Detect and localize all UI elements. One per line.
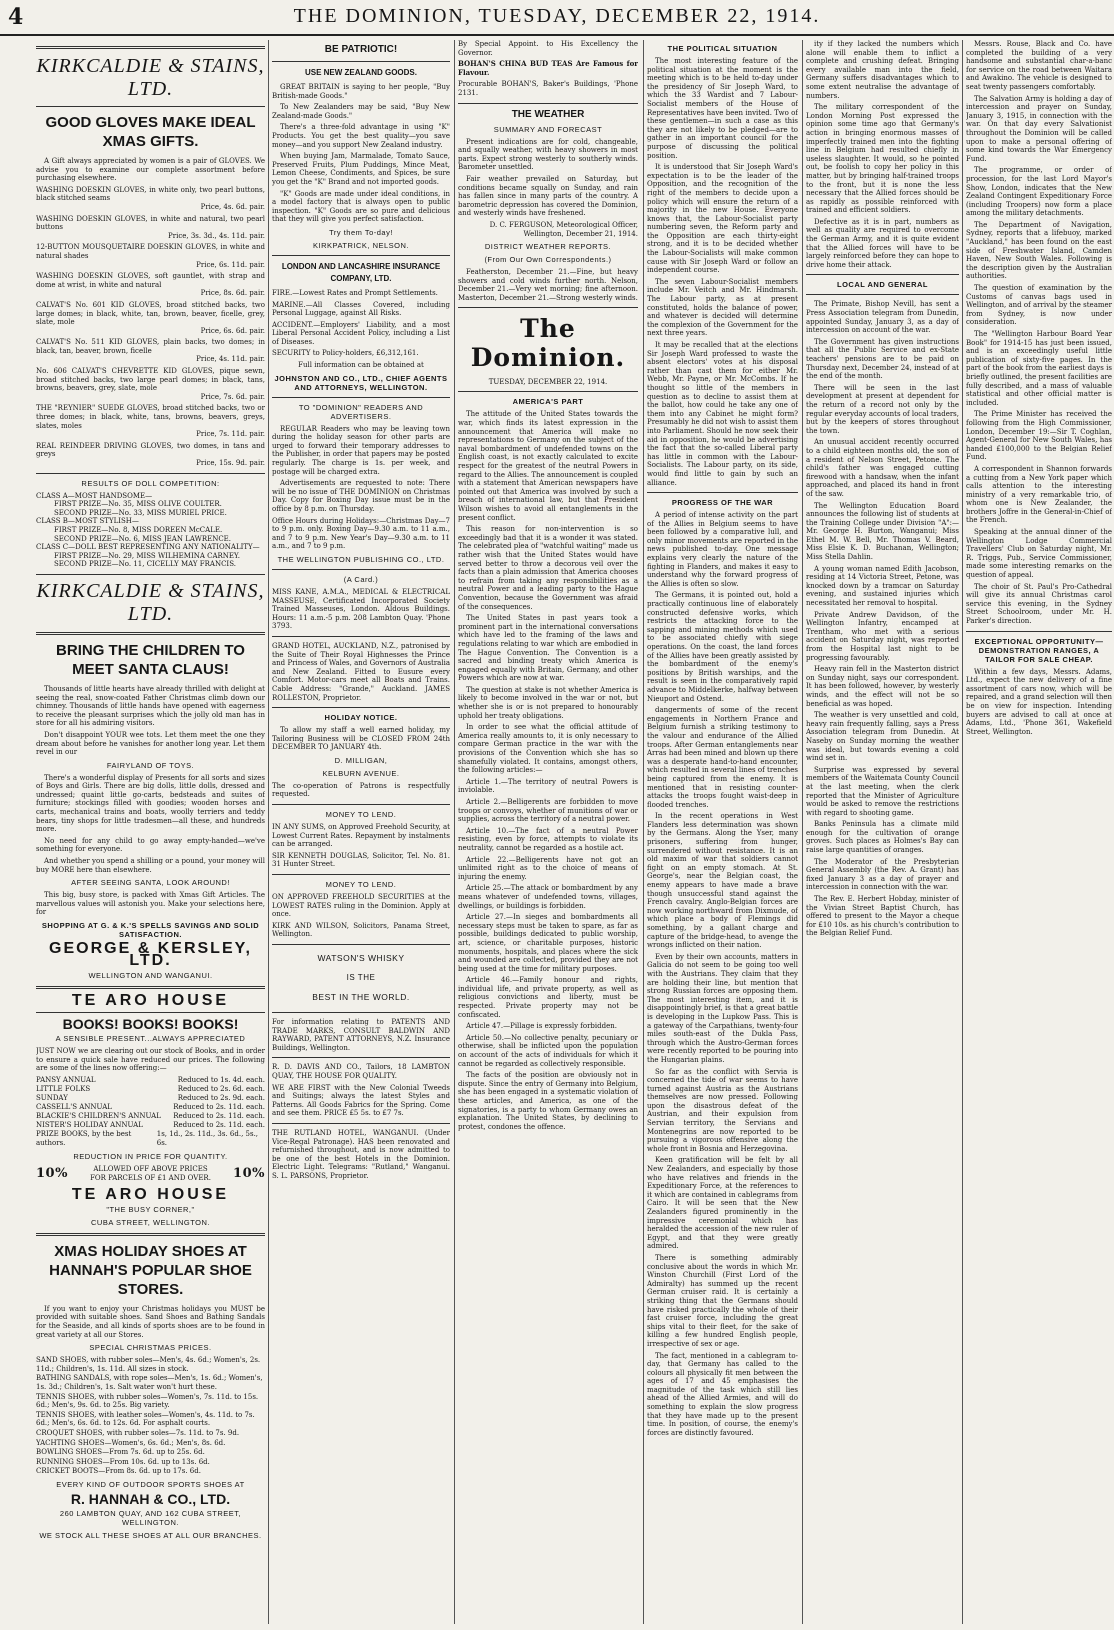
column-2 (272, 40, 450, 1624)
progress-article (647, 511, 798, 703)
patriotic-paragraph: When buying Jam, Marmalade, Tomato Sauce, Preserved Fruits, Plum Puddings, Mince Meat, Lemon Cheese, Condiments, and Spices, be sure you get the "K" Brand and not imported goods. (272, 152, 450, 186)
douglas-solicitor: SIR KENNETH DOUGLAS, Solicitor, Tel. No. 81. 31 Hunter Street. (272, 851, 450, 869)
local-paragraph: The Rev. E. Herbert Hobday, minister of the Vivian Street Baptist Church, has offered to present to the Mayor a cheque for £10 10s. as his church's contribution to the Belgian Relief Fund. (806, 895, 959, 938)
local-paragraph: There will be seen in the last development at present at dependent for the return of a record not only by the regular everyday accounts of local traders, but by the keepers of stores throughout the town. (806, 383, 959, 435)
local-paragraph: The Government has given instructions that all the Public Service and ex-State teachers' pensions are to be paid on Thursday next, December 24, instead of at the end of the month. (806, 337, 959, 381)
america-paragraph: Article 22.—Belligerents have not got an unlimited right as to the choice of means of injuring the enemy. (458, 855, 638, 881)
card-label: (A Card.) (343, 574, 379, 584)
war-paragraph: So far as the conflict with Servia is concerned the tide of war seems to have turned against Austria as the Austrians themselves are now pressed. Following upon the disastrous defeat of the Austrian, and their expulsion from Servian territory, the Servians and Montenegrins are now reported to be pursuing a vigorous offensive along the whole front in Bosnia and Herzegovina. (647, 1067, 798, 1153)
george-kersley-sub: WELLINGTON AND WANGANUI. (88, 971, 213, 980)
george-kersley-title: GEORGE & KERSLEY, LTD. (49, 940, 252, 969)
glove-price: Price, 6s. 11d. pair. (196, 260, 265, 269)
competition-line: CLASS B—MOST STYLISH— (36, 517, 139, 526)
fairyland-paragraph: No need for any child to go away empty-handed—we've something for everyone. (36, 836, 265, 854)
column-3 (458, 40, 638, 1624)
glove-item (36, 367, 265, 401)
america-paragraph: Article 47.—Pillage is expressly forbidden. (466, 1022, 617, 1031)
war-paragraph: In the recent operations in West Flanders less determination was shown by the Germans. Along the Yser, many prisoners, suffering from hunger, surrendered without resistance. It is an old maxim of war that soldiers cannot fight on an empty stomach. At St. George's, near the Belgian coast, the enemy appears to have made a brave though unsuccessful stand against the French cavalry. Anglo-Belgian forces are now working northward from Dixmude, of which place a body of Flemings did something, by a gallant charge and capture of the bridge-head, to avenge the wrongs inflicted on their nation. (647, 812, 798, 950)
insurance-item: SECURITY to Policy-holders, £6,312,161. (272, 349, 419, 358)
column-rule (454, 40, 455, 1624)
competition-list (36, 492, 265, 569)
local-paragraph: A young woman named Edith Jacobson, residing at 14 Victoria Street, Petone, was knocked down by a tramcar on Saturday evening, and sustained injuries which necessitated her removal to hospital. (806, 564, 959, 608)
glove-price: Price, 3s. 3d., 4s. 11d. pair. (168, 231, 265, 240)
insurance-list (272, 289, 450, 358)
book-list (36, 1076, 265, 1148)
davis-ad: WE ARE FIRST with the New Colonial Tweeds and Suitings; always the latest Styles and Patterns. All Goods Fabrics for the Spring. Come and see them. PRICE £5 5s. to £7 7s. (272, 1083, 450, 1118)
local-paragraph: The Wellington Education Board announces the following list of students at the Training College under Division "A":—Mr. George H. Burton, Wanganui; Miss Ethel M. W. Bell, Mr. Thomas V. Beard, Miss Elsie K. D. Buchanan, Wellington; Miss Stella Dahlin. (806, 501, 959, 562)
war-paragraph: Defective as it is in part, numbers as well as quality are required to overcome the German Army, and it is quite evident that the Allied forces will have to be largely reinforced before they can hope to drive home their attack. (806, 217, 959, 269)
glove-price: Price, 4s. 11d. pair. (196, 355, 265, 364)
shoe-line: BOWLING SHOES—From 7s. 6d. up to 25s. 6d. (36, 1448, 205, 1457)
competition-heading: RESULTS OF DOLL COMPETITION: (81, 478, 220, 488)
shopping-tagline: SHOPPING AT G. & K.'S SPELLS SAVINGS AND SOLID SATISFACTION. (41, 921, 260, 939)
war-paragraph: dangerments of some of the recent engagements in Northern France and Belgium furnish a striking testimony to the valour and endurance of the Allied troops. After German entanglements near Arras had been mined and blown up there was a desperate hand-to-hand encounter, which resulted in several lines of trenches being captured from the enemy. It is mentioned that in resisting counter-attacks the troops fought waist-deep in flooded trenches. (647, 706, 798, 809)
patriotic-heading: BE PATRIOTIC! (324, 44, 398, 55)
patents-ad: For information relating to PATENTS AND TRADE MARKS, CONSULT BALDWIN AND RAYWARD, PATENT ATTORNEYS, N.Z. Insurance Buildings, Wellington. (272, 1018, 450, 1052)
district-heading: DISTRICT WEATHER REPORTS. (484, 242, 612, 252)
local-paragraph: Heavy rain fell in the Masterton district on Sunday night, says our correspondent. It has been followed, however, by westerly winds, and the effect will not be so beneficial as was hoped. (806, 665, 959, 708)
glove-list (36, 186, 265, 468)
johnston-agents: JOHNSTON AND CO., LTD., CHIEF AGENTS AND ATTORNEYS, WELLINGTON. (274, 373, 448, 392)
book-price: 1s, 1d., 2s. 11d., 3s. 6d., 5s., 6s. (156, 1129, 259, 1147)
competition-line: CLASS A—MOST HANDSOME— (36, 491, 153, 500)
insurance-item: FIRE.—Lowest Rates and Prompt Settlements. (272, 288, 438, 297)
glove-price: Price, 7s. 6d. pair. (200, 392, 265, 401)
glove-price: Price, 6s. 6d. pair. (200, 326, 265, 335)
kirkpatrick: KIRKPATRICK, NELSON. (313, 240, 409, 250)
weather-paragraph: Present indications are for cold, changeable, and squally weather, with heavy showers in most parts. Expect strong westerly to southerly winds. Barometer unsettled. (458, 137, 638, 172)
war-continued-2 (806, 40, 959, 269)
weather-heading: THE WEATHER (511, 108, 585, 120)
shoes-headline: XMAS HOLIDAY SHOES AT HANNAH'S POPULAR SHOE STORES. (49, 1242, 252, 1298)
glove-price: Price, 15s. 9d. pair. (196, 459, 265, 467)
political-paragraph: It is understood that Sir Joseph Ward's expectation is to be the leader of the Opposition, and the recognition of the right of the members to decide upon a policy which will ensure the return of a majority in the new House. Everyone knows that, the Labour-Socialist party numbering seven, the Reform party and the Opposition are each thirty-eight strong, and it is to be decided whether the Labour-Socialists will make common cause with Sir Joseph Ward or follow an independent course. (647, 163, 798, 275)
watson-line: BEST IN THE WORLD. (312, 992, 410, 1002)
local-paragraph: The question of examination by the Customs of canvas bags used in Wellington, and of arrival by the steamer from Sydney, is now under consideration. (966, 284, 1112, 327)
discount-line: FOR PARCELS OF £1 AND OVER. (90, 1173, 211, 1182)
te-aro-title-2: TE ARO HOUSE (71, 1185, 230, 1203)
competition-line: CLASS C—DOLL BEST REPRESENTING ANY NATIONALITY— (36, 543, 260, 552)
fairyland-paragraph: And whether you spend a shilling or a pound, your money will buy MORE here than elsewhere. (36, 857, 265, 874)
insurance-heading: LONDON AND LANCASHIRE INSURANCE COMPANY, LTD. (281, 261, 441, 283)
book-row (36, 1130, 265, 1148)
discount-percent: 10% (36, 1166, 68, 1182)
patriotic-paragraph: To New Zealanders may be said, "Buy New Zealand-made Goods." (272, 103, 450, 120)
local-paragraph: The Salvation Army is holding a day of intercession and prayer on Sunday, January 3, 1915, in connection with the war. On that day every Salvationist throughout the Dominion will be called upon to make a personal offering of some kind towards the War Emergency Fund. (966, 94, 1112, 163)
after-santa-paragraph: This big, busy store, is packed with Xmas Gift Articles. The marvellous values will astonish you. Make your selections here, for (36, 891, 265, 917)
america-heading: AMERICA'S PART (512, 397, 584, 407)
local-paragraph: Banks Peninsula has a climate mild enough for the cultivation of orange groves. Such places as Holmes's Bay can raise large quantities of oranges. (806, 820, 959, 855)
column-4 (647, 40, 798, 1624)
shoes-paragraph: If you want to enjoy your Christmas holidays you MUST be provided with suitable shoes. Sand Shoes and Bathing Sandals for the Seaside, and all kinds of sports shoes are to be found in great variety at all our Stores. (36, 1304, 265, 1339)
hannah-footer: WE STOCK ALL THESE SHOES AT ALL OUR BRANCHES. (39, 1530, 262, 1540)
america-paragraph: In order to see what the official attitude of America really amounts to, it is only necessary to compare German practice in the war with the provisions of the Convention which she has so shamefully violated. It contains, amongst others, the following articles:— (458, 723, 638, 775)
money2-paragraph: ON APPROVED FREEHOLD SECURITIES at the LOWEST RATES ruling in the Dominion. Apply at once. (272, 893, 450, 919)
shoes-sub: SPECIAL CHRISTMAS PRICES. (89, 1343, 212, 1353)
progress-paragraph: A period of intense activity on the part of the Allies in Belgium seems to have been followed by a comparative lull, and only minor movements are reported in the news published to-day. One message explains very clearly the nature of the fighting in Flanders, and makes it easy to understand why the forward progress of the Allies is often so slow. (647, 511, 798, 588)
america-article (458, 410, 638, 1131)
milligan: D. MILLIGAN, (334, 755, 388, 765)
shoe-line: CRICKET BOOTS—From 8s. 6d. up to 17s. 6d. (36, 1467, 201, 1476)
column-rule (268, 40, 269, 1624)
santa-paragraph: Don't disappoint YOUR wee tots. Let them meet the one they dream about before he vanishes for another long year. Let them revel in our (36, 730, 265, 757)
busy-corner: "THE BUSY CORNER," (106, 1204, 195, 1214)
ad-title-kirkcaldie: KIRKCALDIE & STAINS, LTD. (36, 55, 265, 100)
davis-ad: R. D. DAVIS AND CO., Tailors, 18 LAMBTON QUAY, THE HOUSE FOR QUALITY. (272, 1063, 450, 1080)
glove-description: No. 606 CALVAT'S CHEVRETTE KID GLOVES, pique sewn, broad stitched backs, two large pearl domes; in black, tans, browns, beavers, grey, slate, mole (36, 367, 265, 393)
grand-hotel-ad: GRAND HOTEL, AUCKLAND, N.Z., patronised by the Suite of Their Royal Highnesses the Prince and Princess of Wales, and Governors of Australia and New Zealand. Fitted to Eusure every Comfort. Motor-cars meet all Boats and Trains. Cable Address: "Grande," Auckland. JAMES ROLLESTON, Proprietor. (272, 641, 450, 702)
hannah-address: 260 LAMBTON QUAY, AND 162 CUBA STREET, WELLINGTON. (59, 1508, 242, 1527)
glove-description: WASHING DOESKIN GLOVES, in white and natural, two pearl buttons (36, 214, 265, 232)
ad-footer-kirkcaldie: KIRKCALDIE & STAINS, LTD. (36, 579, 265, 625)
district-paragraph: Featherston, December 21.—Fine, but heavy showers and cold winds further north. Nelson, December 21.—Very wet morning; fine afternoon. Masterton, December 21.—Strong westerly winds. (458, 268, 638, 302)
book-title: CASSELL'S ANNUAL (36, 1102, 112, 1111)
glove-description: WASHING DOESKIN GLOVES, in white only, two pearl buttons, black stitched seams (36, 185, 265, 203)
shoe-line: CROQUET SHOES, with rubber soles—7s. 11d. to 7s. 9d. (36, 1428, 240, 1437)
america-paragraph: Article 1.—The territory of neutral Powers is inviolable. (458, 777, 638, 795)
progress-heading: PROGRESS OF THE WAR (671, 498, 774, 508)
local-paragraph: The programme, or order of procession, for the last Lord Mayor's Show, London, indicates that the New Zealand Contingent Expeditionary Force (including Troopers) now form a place among the military detachments. (966, 166, 1112, 218)
holiday-heading: HOLIDAY NOTICE. (324, 713, 398, 723)
book-title: LITTLE FOLKS (36, 1084, 91, 1093)
publishing-company: THE WELLINGTON PUBLISHING CO., LTD. (277, 554, 445, 564)
glove-description: CALVAT'S No. 511 KID GLOVES, plain backs, two domes; in black, tan, beaver, brown, ficelle (36, 338, 265, 355)
books-sub: A SENSIBLE PRESENT...ALWAYS APPRECIATED (55, 1034, 246, 1043)
santa-paragraph: Thousands of little hearts have already thrilled with delight at seeing the real, snow-coated Father Christmas climb down our chimney. Thousands of little hands have opened with eagerness to receive the pleasant surprises which the jolly old man has in store for all his admiring visitors. (36, 684, 265, 728)
glove-description: WASHING DOESKIN GLOVES, soft gauntlet, with strap and dome at wrist, in white and natural (36, 272, 265, 289)
readers-heading: TO "DOMINION" READERS AND ADVERTISERS. (298, 402, 424, 421)
competition-line: FIRST PRIZE—No. 35, MISS OLIVE COULTER. (54, 500, 222, 509)
weather-signature: D. C. FERGUSON, Meteorological Officer, Wellington, December 21, 1914. (489, 220, 638, 238)
war-paragraph: Keen gratification will be felt by all New Zealanders, and especially by those who have relatives and friends in the Expeditionary Force, at the references to it which are contained in cablegrams from Cairo. It will be seen that the New Zealanders figured prominently in the impressive ceremonial which has heralded the accession of the new ruler of Egypt, and that they were greatly admired. (647, 1156, 798, 1251)
political-heading: THE POLITICAL SITUATION (667, 44, 778, 53)
local-paragraph: Messrs. Rouse, Black and Co. have completed the building of a very handsome and substantial char-a-banc for service on the road between Waitara and Awakino. The vehicle is designed to seat twenty passengers comfortably. (966, 40, 1112, 91)
local-paragraph: The weather is very unsettled and cold, heavy rain frequently falling, says a Press Association telegram from Dunedin. At Naseby on Sunday morning the weather was ideal, but towards evening a cold wind set in. (806, 711, 959, 763)
money2-heading: MONEY TO LEND. (325, 880, 397, 890)
masthead-title: THE DOMINION, TUESDAY, DECEMBER 22, 1914. (293, 5, 821, 27)
book-row (36, 1112, 265, 1121)
book-price: Reduced to 1s. 4d. each. (177, 1075, 265, 1084)
books-headline: BOOKS! BOOKS! BOOKS! (62, 1016, 239, 1032)
book-title: NISTER'S HOLIDAY ANNUAL (36, 1120, 143, 1129)
masthead (0, 0, 1114, 36)
after-santa-heading: AFTER SEEING SANTA, LOOK AROUND! (71, 878, 230, 888)
office-hours: Office Hours during Holidays:—Christmas Day—7 to 9 p.m. only. Boxing Day—9.30 a.m. to 11 a.m., and 7 to 9 p.m. New Year's Day—9.30 a.m. to 11 a.m., and 7 to 9 p.m. (272, 516, 450, 551)
watson-line: WATSON'S WHISKY (317, 953, 405, 963)
glove-description: REAL REINDEER DRIVING GLOVES, two domes, in tans and greys (36, 441, 265, 459)
book-row (36, 1103, 265, 1112)
column-rule (643, 40, 644, 1624)
discount-percent: 10% (233, 1166, 265, 1182)
glove-item (36, 215, 265, 241)
exceptional-paragraph: Within a few days, Messrs. Adams, Ltd., expect the new delivery of a fine assortment of cars now, which will be repaired, and a grand selection will then be on view for inspection. Intending buyers are advised to call at once at Adams, Ltd., 'Phone 361, Wakefield Street, Wellington. (966, 667, 1112, 736)
book-price: Reduced to 2s. 11d. each. (173, 1111, 265, 1120)
use-nz-heading: USE NEW ZEALAND GOODS. (304, 68, 417, 77)
book-row (36, 1121, 265, 1130)
glove-description: 12-BUTTON MOUSQUETAIRE DOESKIN GLOVES, in white and natural shades (36, 243, 265, 260)
glove-item (36, 243, 265, 269)
book-row (36, 1076, 265, 1085)
discount-line: ALLOWED OFF ABOVE PRICES (93, 1164, 208, 1173)
book-row (36, 1085, 265, 1094)
competition-line: SECOND PRIZE—No. 11, CICELLY MAY FRANCIS. (54, 560, 236, 569)
america-paragraph: The attitude of the United States towards the war, which finds its latest expression in the announcement that America will make no representations to Germany on the subject of the naval bombardment of undefended towns on the English coast, is not exactly calculated to excite respect for the greatest of the neutral Powers in regard to the Allies. The announcement is coupled with a statement that American newspapers have pointed out that America was involved by such a breach of international law, but that President Wilson wishes to avoid all entanglements in the present conflict. (458, 410, 638, 522)
glove-description: THE "REYNIER" SUEDE GLOVES, broad stitched backs, two or three domes; in black, white, tans, browns, beavers, greys, slates, moles (36, 404, 265, 430)
local-heading: LOCAL AND GENERAL (837, 280, 928, 290)
glove-item (36, 442, 265, 468)
progress-paragraph: The Germans, it is pointed out, hold a practically continuous line of elaborately constructed defensive works, which restricts the attacking force to the sapping and mining methods which used to be associated chiefly with siege operations. On the coast, the land forces of the Allies have been greatly assisted by the bombardment of the enemy's positions by British warships, and the result is seen in the comparatively rapid advance to Middelkerke, halfway between Nieuport and Ostend. (647, 591, 798, 703)
war-paragraph: Even by their own accounts, matters in Galicia do not seem to be going too well with the Austrians. They claim that they are holding their line, but mention that strong Russian forces are opposing them. The most interesting item, and it is disappointingly brief, is that a great battle is developing in the Lupkow Pass. This is a gateway of the Carpathians, twenty-four miles south-east of the Dukla Pass, through which the Austro-German forces were recently reported to be pouring into the Hungarian plains. (647, 952, 798, 1064)
war-paragraph: There is something admirably conclusive about the words in which Mr. Winston Churchill (First Lord of the Admiralty) has summed up the recent German cruiser raid. It is certainly a striking thing that the Germans should have risked practically the whole of their fast cruiser force, including the great ships vital to their fleet, for the sake of killing a few hundred English people, irrespective of sex or age. (647, 1253, 798, 1348)
local-paragraph: The "Wellington Harbour Board Year Book" for 1914-15 has just been issued, and is an exceedingly useful little publication of sixty-five pages. In the part of the book from the earliest days is briefly outlined, the present facilities are fully described, and a mass of valuable statistical and other official matter is included. (966, 330, 1112, 407)
local-paragraph: The choir of St. Paul's Pro-Cathedral will give its annual Christmas carol service this evening, in the Sydney Street Schoolroom, under Mr. H. Parker's direction. (966, 582, 1112, 625)
shoe-line: SAND SHOES, with rubber soles—Men's, 4s. 6d.; Women's, 2s. 11d.; Children's, 1s. 11d. All sizes in stock. (36, 1356, 261, 1373)
page-number: 4 (8, 4, 24, 30)
book-title: BLACKIE'S CHILDREN'S ANNUAL (36, 1111, 161, 1120)
column-rule (802, 40, 803, 1624)
glove-description: CALVAT'S No. 601 KID GLOVES, broad stitched backs, two large domes; in black, white, tan, brown, beaver, ficelle, grey, slate, mole (36, 300, 265, 327)
exceptional-heading: EXCEPTIONAL OPPORTUNITY—DEMONSTRATION RANGES, A TAILOR FOR SALE CHEAP. (974, 636, 1104, 664)
shoe-line: YACHTING SHOES—Women's, 6s. 6d.; Men's, 8s. 6d. (36, 1438, 226, 1447)
discount-row (36, 1165, 265, 1183)
fairyland-paragraph: There's a wonderful display of Presents for all sorts and sizes of Boys and Girls. There are big dolls, little dolls, dressed and undressed; quaint little go-carts, bedsteads and suites of furniture; stockings filled with goodies; wooden horses and carts, mechanical trains and boats, woolly terriers and teddy bears, tiny shops for little tradesmen—all these, and hundreds more. (36, 773, 265, 834)
coop-note: The co-operation of Patrons is respectfully requested. (272, 781, 450, 799)
local-news-continued (966, 40, 1112, 626)
book-title: SUNDAY (36, 1093, 68, 1102)
local-paragraph: The Prime Minister has received the following from the High Commissioner, London, December 19:—Sir T. Coghlan, Agent-General for New South Wales, has handed £100,000 to the Belgian Relief Fund. (966, 410, 1112, 462)
shoe-line: TENNIS SHOES, with leather soles—Women's, 4s. 11d. to 7s. 6d.; Men's, 6s. 6d. to 12s. 6d. For asphalt courts. (36, 1410, 255, 1428)
books-paragraph: JUST NOW we are clearing out our stock of Books, and in order to ensure a quick sale have reduced our prices. The following are some of the lines now offering:— (36, 1047, 265, 1073)
glove-item (36, 301, 265, 335)
patriotic-paragraph: "K" Goods are made under ideal conditions, in a model factory that is always open to public inspection. "K" Goods are so pure and delicious that they will give you perfect satisfaction. (272, 189, 450, 224)
weather-paragraph: Fair weather prevailed on Saturday, but conditions became squally on Sunday, and rain has fallen since in many parts of the country. A barometric depression has covered the Dominion, and westerly winds have freshened. (458, 174, 638, 218)
column-5 (806, 40, 959, 1624)
book-price: Reduced to 2s. 9d. each. (177, 1093, 265, 1102)
war-paragraph: ity if they lacked the numbers which alone will enable them to inflict a complete and crushing defeat. Bringing every available man into the field, Germany suffers disadvantages which to some extent neutralise the advantage of numbers. (806, 40, 959, 100)
editorial-dateline: TUESDAY, DECEMBER 22, 1914. (488, 378, 608, 387)
hannah-title: R. HANNAH & CO., LTD. (70, 1490, 231, 1507)
money-heading: MONEY TO LEND. (325, 810, 397, 820)
shoes-every: EVERY KIND OF OUTDOOR SPORTS SHOES AT (56, 1479, 245, 1489)
column-rule (962, 40, 963, 1624)
america-paragraph: Article 46.—Family honour and rights, individual life, and private property, as well as religious convictions and liberty, must be respected. Private property may not be confiscated. (458, 976, 638, 1019)
patriotic-paragraph: GREAT BRITAIN is saying to her people, "Buy British-made Goods." (272, 83, 450, 100)
local-paragraph: Private Andrew Davidson, of the Wellington Infantry, encamped at Trentham, who met with a serious accident on Saturday night, was reported from the Hospital last night to be progressing favourably. (806, 610, 959, 662)
book-price: Reduced to 2s. 6d. each. (177, 1084, 265, 1093)
america-paragraph: Article 25.—The attack or bombardment by any means whatever of undefended towns, villages, dwellings, or buildings is forbidden. (458, 884, 638, 910)
patriotic-paragraph: There's a three-fold advantage in using "K" Products. You get the best quality—you save money—and you support New Zealand industry. (272, 123, 450, 149)
america-paragraph: Article 27.—In sieges and bombardments all necessary steps must be taken to spare, as far as possible, buildings dedicated to public worship, art, science, or charitable purposes, historic monuments, hospitals, and places where the sick and wounded are collected, provided they are not being used at the time for military purposes. (458, 913, 638, 973)
competition-line: FIRST PRIZE—No. 29, MISS WILHEMINA CARNEY. (54, 551, 240, 560)
santa-headline: BRING THE CHILDREN TO MEET SANTA CLAUS! (56, 641, 245, 678)
glove-price: Price, 4s. 6d. pair. (200, 202, 265, 211)
glove-item (36, 186, 265, 212)
america-paragraph: Article 2.—Belligerents are forbidden to move troops or convoys, whether of munitions of war or supplies, across the territory of a neutral power. (458, 798, 638, 824)
political-paragraph: It may be recalled that at the elections Sir Joseph Ward professed to waste the absent electors' votes at his disposal rather than cast them for either Mr. Webb, Mr. Payne, or Mr. McCombs. If he thought so little of the members in question as to decline to assist them at the ballot, how could he take any one of them into any Cabinet he might form? Presumably he did not wish to assist them into Parliament. Should he now seek their aid in opposition, he would be advertising the fact that the so-called Liberal party has little in common with the Labour-Socialists. The Labour party, on its side, would find little to gain by such an alliance. (647, 341, 798, 487)
political-article (647, 57, 798, 487)
political-paragraph: The most interesting feature of the political situation at the moment is the meeting which is to be held to-day under the presidency of Sir Joseph Ward, to which the 33 Wardist and 7 Labour-Socialist members of the House of Representatives have been invited. Two of these gentlemen—in such a case as this they are not likely to be pledged—are to gather in an important council for the purpose of discussing the political position. (647, 57, 798, 160)
bohan-ad: BOHAN'S CHINA BUD TEAS Are Famous for Flavour. (458, 59, 638, 77)
shoe-line: TENNIS SHOES, with rubber soles—Women's, 7s. 11d. to 15s. 6d.; Men's, 9s. 6d. to 25s. Big variety. (36, 1392, 259, 1410)
war-paragraph: The fact, mentioned in a cablegram to-day, that Germany has called to the colours all physically fit men between the ages of 17 and 45 emphasises the magnitude of the task which still lies ahead of the Allied Armies, and will do something to explain the slow progress that they have made up to the present time. In position, of course, the enemy's forces are distinctly favoured. (647, 1351, 798, 1437)
ad-headline-gloves: GOOD GLOVES MAKE IDEAL XMAS GIFTS. (45, 114, 256, 150)
money-paragraph: IN ANY SUMS, on Approved Freehold Security, at Lowest Current Rates. Repayment by instalments can be arranged. (272, 823, 450, 849)
america-paragraph: This reason for non-intervention is so exceedingly bad that it is a wonder it was stated. The celebrated plea of "watchful waiting" made us rather wish that the United States would have served better to throw a decorous veil over the facts than a plain admission that America chooses to refrain from taking any responsibilities as a neutral Power and a leading party to the Hague Convention, because the Government was afraid of the consequences. (458, 525, 638, 611)
column-6 (966, 40, 1112, 1624)
glove-item (36, 272, 265, 298)
america-paragraph: Article 50.—No collective penalty, pecuniary or otherwise, shall be inflicted upon the population on account of the acts of individuals for which it cannot be regarded as collectively responsible. (458, 1033, 638, 1068)
competition-line: SECOND PRIZE—No. 6, MISS JEAN LAWRENCE. (54, 534, 232, 543)
local-news (806, 300, 959, 938)
america-paragraph: The facts of the position are obviously not in dispute. Since the entry of Germany into Belgium, she has been engaged in a systematic violation of these articles, and America, as one of the signatories, is a party to whom Germany owes an explanation. The United States, by declining to protest, condones the offence. (458, 1071, 638, 1131)
book-row (36, 1094, 265, 1103)
political-paragraph: The seven Labour-Socialist members include Mr. Veitch and Mr. Hindmarsh. The Labour party, as at present constituted, holds the balance of power, and whatever is decided will determine the complexion of the Government for the next three years. (647, 277, 798, 338)
local-paragraph: The Department of Navigation, Sydney, reports that a lifebuoy, marked "Auckland," has been found on the east side of Freshwater Island, Camden Haven, New South Wales. Following is the description given by the Australian authorities. (966, 220, 1112, 281)
glove-item (36, 404, 265, 438)
book-price: Reduced to 2s. 11d. each. (173, 1120, 265, 1129)
competition-line: SECOND PRIZE—No. 33, MISS MURIEL PRICE. (54, 508, 227, 517)
district-sub: (From Our Own Correspondents.) (484, 255, 612, 265)
local-paragraph: Speaking at the annual dinner of the Wellington Lodge Commercial Travellers' Club on Saturday night, Mr. R. Triggs, Pub., Service Commissioner, made some interesting remarks on the question of appeal. (966, 528, 1112, 580)
america-paragraph: The question at stake is not whether America is likely to become involved in the war or not, but whether she is or is not prepared to honourably uphold her treaty obligations. (458, 685, 638, 720)
special-appointment: By Special Appoint. to His Excellency the Governor. (458, 40, 638, 57)
local-paragraph: The Primate, Bishop Nevill, has sent a Press Association telegram from Dunedin, appointed Sunday, January 3, as a day of intercession on account of the war. (806, 300, 959, 335)
local-paragraph: The Moderator of the Presbyterian General Assembly (the Rev. A. Grant) has fixed January 3 as a day of prayer and intercession in connection with the war. (806, 857, 959, 892)
dominion-nameplate: The Dominion. (470, 314, 626, 373)
te-aro-title: TE ARO HOUSE (71, 992, 230, 1009)
book-title: PANSY ANNUAL (36, 1075, 96, 1084)
shoe-line: RUNNING SHOES—From 10s. 6d. up to 13s. 6d. (36, 1457, 210, 1466)
glove-price: Price, 8s. 6d. pair. (200, 289, 265, 298)
local-paragraph: Surprise was expressed by several members of the Waitemata County Council at the last meeting, when the clerk reported that the Minister of Agriculture would be asked to remove the restrictions with regard to shooting game. (806, 765, 959, 817)
america-paragraph: The United States in past years took a prominent part in the international conversations which have led to the framing of the laws and regulations relating to war which are embodied in The Hague Convention. The Convention is a sacred and binding treaty which America is engaged equally with Britain, Germany, and other Powers which are now at war. (458, 614, 638, 683)
kane-ad: MISS KANE, A.M.A., MEDICAL & ELECTRICAL MASSEUSE, Certificated Incorporated Society Trained Masseuses, London. Aldous Buildings. Hours: 11 a.m.-5 p.m. 208 Lambton Quay. 'Phone 3793. (272, 587, 450, 631)
book-title: PRIZE BOOKS, by the best authors. (36, 1129, 132, 1147)
glove-price: Price, 7s. 11d. pair. (196, 430, 265, 439)
kirk-wilson: KIRK AND WILSON, Solicitors, Panama Street, Wellington. (272, 921, 450, 939)
insurance-info: Full information can be obtained at (298, 361, 424, 370)
rutland-ad: THE RUTLAND HOTEL, WANGANUI. (Under Vice-Regal Patronage). HAS been renovated and refurnished throughout, and is now admitted to be one of the best Hotels in the Dominion. Electric Light. Telegrams: "Rutland," Wanganui. S. L. PARSONS, Proprietor. (272, 1128, 450, 1180)
fairyland-heading: FAIRYLAND OF TOYS. (106, 760, 195, 770)
watson-line: IS THE (346, 973, 376, 982)
weather-sub: SUMMARY AND FORECAST (493, 124, 603, 134)
holiday-paragraph: To allow my staff a well earned holiday, my Tailoring Business will be CLOSED FROM 24th DECEMBER TO JANUARY 4th. (272, 726, 450, 752)
shoe-list (36, 1356, 265, 1476)
war-paragraph: The military correspondent of the London Morning Post expressed the opinion some time ago that Germany's action in bringing enormous masses of imperfectly trained men into the fighting line in Belgium had resulted chiefly in useless slaughter. It would, so he pointed out, be foolish to copy her policy in this matter, but by bringing half-trained troops to the front, but it is none the less necessary that the Allied forces should be as rapidly as possible reinforced with trained and efficient soldiers. (806, 103, 959, 215)
insurance-item: ACCIDENT.—Employers' Liability, and a most Liberal Personal Accident Policy, including a List of Diseases. (272, 320, 450, 346)
book-price: Reduced to 2s. 11d. each. (173, 1102, 265, 1111)
local-paragraph: An unusual accident recently occurred to a child eighteen months old, the son of a resident of Nelson Street, Petone. The child's father was engaged cutting firewood with a handsaw, when the infant approached, and placed its hand in front of the saw. (806, 438, 959, 498)
america-paragraph: Article 10.—The fact of a neutral Power resisting, even by force, attempts to violate its neutrality, cannot be regarded as a hostile act. (458, 826, 638, 852)
shoe-line: BATHING SANDALS, with rope soles—Men's, 1s. 6d.; Women's, 1s. 3d.; Children's, 1s. Salt water won't hurt these. (36, 1374, 263, 1391)
readers-paragraph: Advertisements are requested to note: There will be no issue of THE DOMINION on Christmas Day. Copy for Boxing Day issue must be in the office by 8 p.m. on Thursday. (272, 479, 450, 513)
ad-intro: A Gift always appreciated by women is a pair of GLOVES. We advise you to examine our complete assortment before purchasing elsewhere. (36, 157, 265, 183)
competition-line: FIRST PRIZE—No. 8, MISS DOREEN McCALE. (54, 525, 223, 534)
readers-paragraph: REGULAR Readers who may be leaving town during the holiday season for other parts are urged to forward their temporary addresses to the Publisher, in order that papers may be posted regularly. The charge is 1s. per week, and postage will be charged extra. (272, 424, 450, 476)
try-today: Try them To-day! (329, 227, 393, 237)
column-1 (36, 40, 265, 1624)
books-reduction: REDUCTION IN PRICE FOR QUANTITY. (73, 1151, 228, 1161)
local-paragraph: A correspondent in Shannon forwards a cutting from a New York paper which calls attention to the interesting ministry of a very remarkable trio, of whom one is New Zealander, the brothers Joffre in the General-in-Chief of the French. (966, 464, 1112, 525)
kelburn: KELBURN AVENUE. (322, 768, 400, 778)
bohan-ad: Procurable BOHAN'S, Baker's Buildings, 'Phone 2131. (458, 80, 638, 97)
cuba-street: CUBA STREET, WELLINGTON. (91, 1217, 210, 1227)
glove-item (36, 338, 265, 364)
war-continued (647, 706, 798, 1437)
insurance-item: MARINE.—All Classes Covered, including Personal Luggage, against All Risks. (272, 300, 450, 318)
